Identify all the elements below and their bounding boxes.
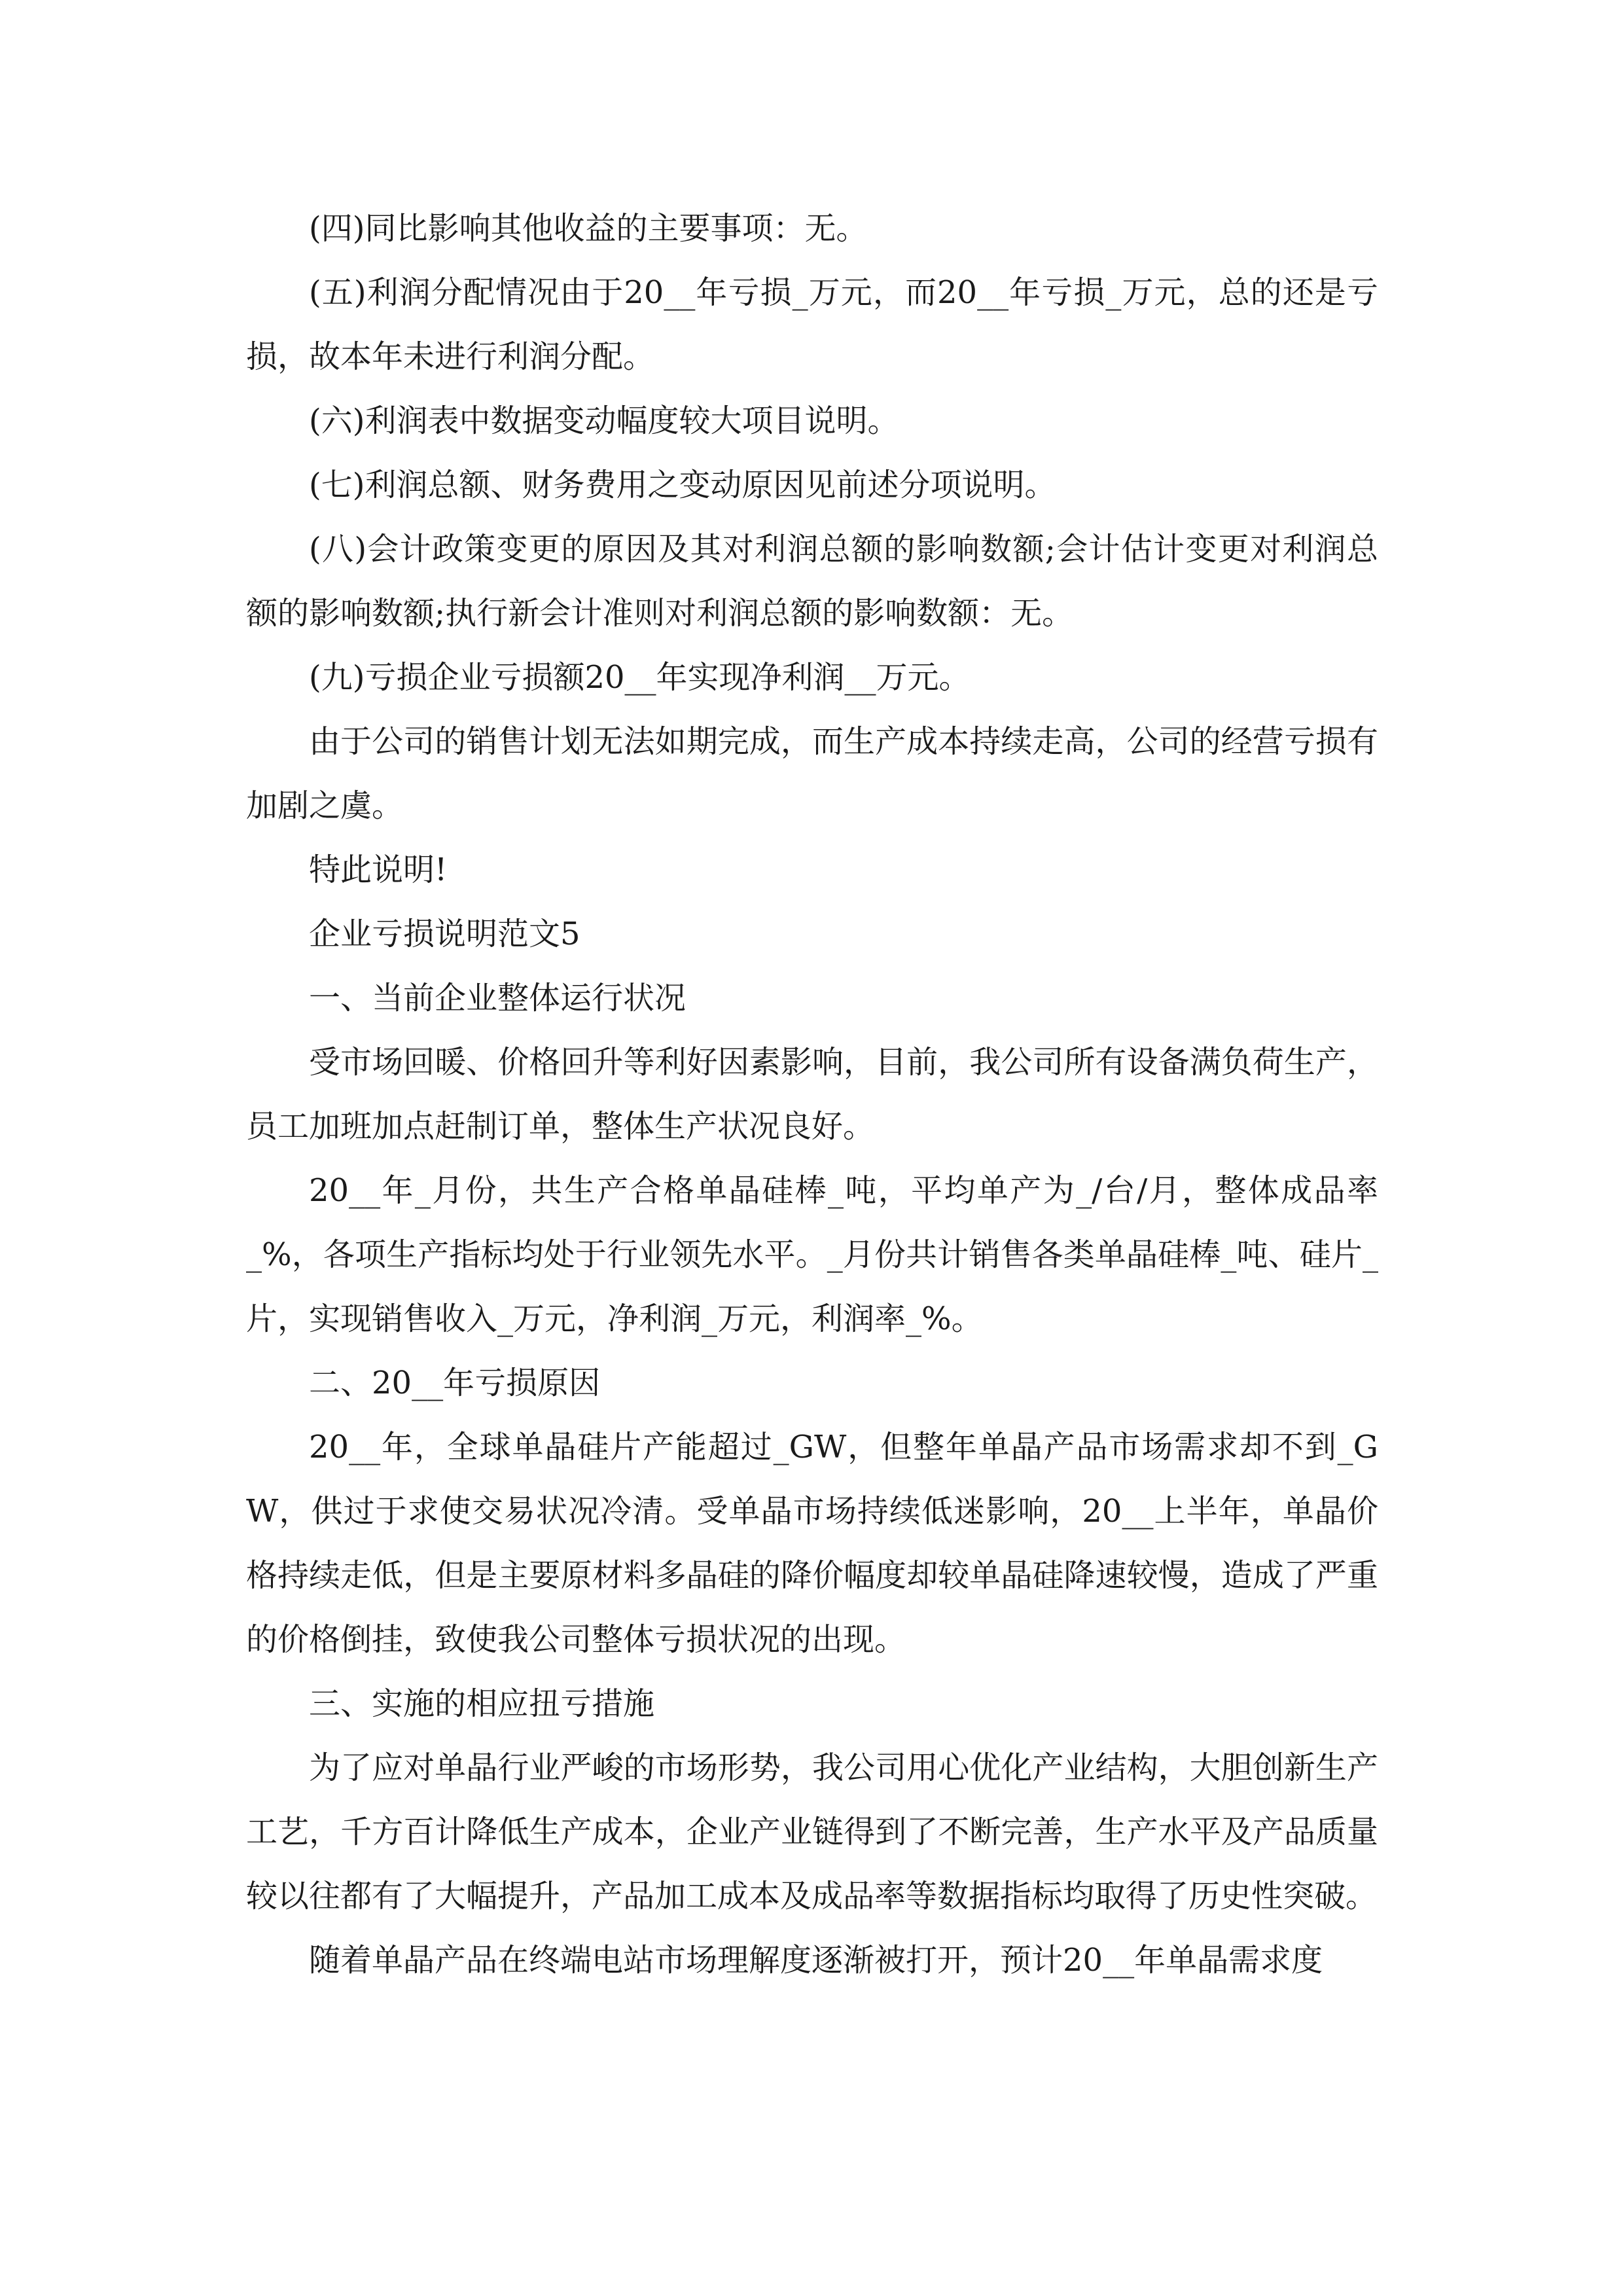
paragraph-item-4: (四)同比影响其他收益的主要事项：无。 — [309, 210, 868, 247]
paragraph-item-5: (五)利润分配情况由于20__年亏损_万元，而20__年亏损_万元，总的还是亏损，故本年未进行利润分配。 — [246, 274, 1378, 375]
paragraph-item-6: (六)利润表中数据变动幅度较大项目说明。 — [309, 403, 899, 439]
paragraph-item-7: (七)利润总额、财务费用之变动原因见前述分项说明。 — [309, 467, 1056, 503]
paragraph-loss-reasons: 20__年，全球单晶硅片产能超过_GW，但整年单晶产品市场需求却不到_GW，供过于求使交易状况冷清。受单晶市场持续低迷影响，20__上半年，单晶价格持续走低，但是主要原材料多晶硅的降价幅度却较单晶硅降速较慢，造成了严重的价格倒挂，致使我公司整体亏损状况的出现。 — [246, 1429, 1378, 1658]
heading-2: 二、20__年亏损原因 — [309, 1365, 601, 1401]
paragraph-item-9: (九)亏损企业亏损额20__年实现净利润__万元。 — [309, 659, 971, 696]
paragraph-status-2: 20__年_月份，共生产合格单晶硅棒_吨，平均单产为_/台/月，整体成品率_%，各项生产指标均处于行业领先水平。_月份共计销售各类单晶硅棒_吨、硅片_片，实现销售收入_万元，净利润_万元，利润率_%。 — [246, 1172, 1378, 1337]
heading-3: 三、实施的相应扭亏措施 — [309, 1685, 655, 1722]
section-title: 企业亏损说明范文5 — [309, 916, 580, 952]
paragraph-measures: 为了应对单晶行业严峻的市场形势，我公司用心优化产业结构，大胆创新生产工艺，千方百计降低生产成本，企业产业链得到了不断完善，生产水平及产品质量较以往都有了大幅提升，产品加工成本及成品率等数据指标均取得了历史性突破。 — [246, 1749, 1378, 1914]
heading-1: 一、当前企业整体运行状况 — [309, 980, 687, 1016]
paragraph-item-8: (八)会计政策变更的原因及其对利润总额的影响数额;会计估计变更对利润总额的影响数额;执行新会计准则对利润总额的影响数额：无。 — [246, 531, 1378, 632]
paragraph-conclusion: 由于公司的销售计划无法如期完成，而生产成本持续走高，公司的经营亏损有加剧之虞。 — [246, 723, 1378, 824]
paragraph-outlook: 随着单晶产品在终端电站市场理解度逐渐被打开，预计20__年单晶需求度 — [309, 1942, 1323, 1979]
document-body — [246, 196, 1378, 1992]
paragraph-closing: 特此说明! — [309, 852, 448, 888]
paragraph-status-1: 受市场回暖、价格回升等利好因素影响，目前，我公司所有设备满负荷生产，员工加班加点赶制订单，整体生产状况良好。 — [246, 1044, 1378, 1145]
